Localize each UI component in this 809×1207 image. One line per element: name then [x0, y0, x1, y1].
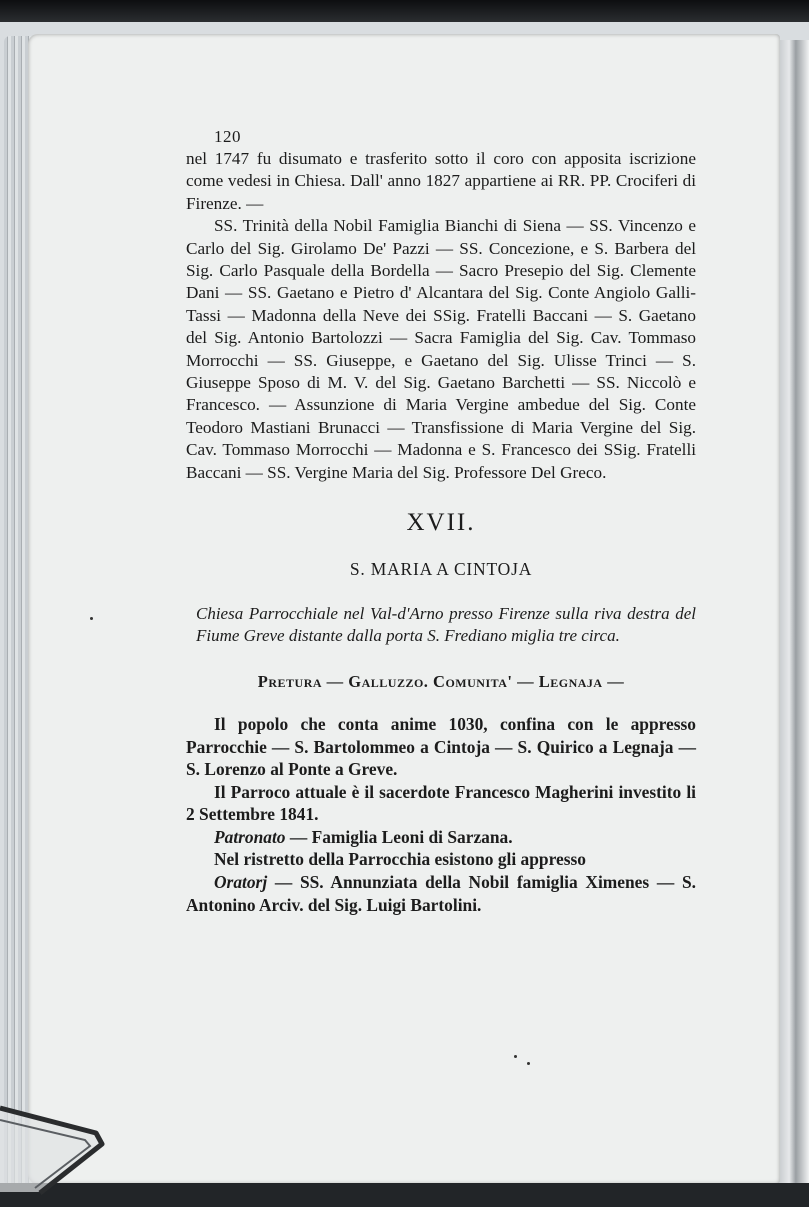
binder-clip-graphic [0, 1100, 110, 1195]
oratorj-label: Oratorj [214, 872, 268, 893]
section-number: XVII. [406, 509, 476, 537]
scanner-bottom [0, 1183, 809, 1207]
print-speck [527, 1062, 530, 1065]
page-text-block [186, 126, 696, 916]
paragraph-oratories-list: SS. Trinità della Nobil Famiglia Bianchi di Siena — SS. Vincenzo e Carlo del Sig. Girolamo De' Pazzi — SS. Concezione, e S. Barbera del Sig. Carlo Pasquale della Bordella — Sacro Presepio del Sig. Clemente Dani — SS. Gaetano e Pietro d' Alcantara del Sig. Conte Angiolo Galli-Tassi — Madonna della Neve dei SSig. Fratelli Baccani — S. Gaetano del Sig. Antonio Bartolozzi — Sacra Famiglia del Sig. Cav. Tommaso Morrocchi — SS. Giuseppe, e Gaetano del Sig. Ulisse Trinci — S. Giuseppe Sposo di M. V. del Sig. Gaetano Barchetti — SS. Niccolò e Francesco. — Assunzione di Maria Vergine ambedue del Sig. Conte Teodoro Mastiani Brunacci — Transfissione di Maria Vergine del Sig. Cav. Tommaso Morrocchi — Madonna e S. Francesco dei SSig. Fratelli Baccani — SS. Vergine Maria del Sig. Professore Del Greco. [186, 216, 696, 482]
section-subtitle: Chiesa Parrocchiale nel Val-d'Arno presso Firenze sulla riva destra del Fiume Greve distante dalla porta S. Frediano miglia tre circa. [196, 603, 696, 645]
book-right-edge [776, 40, 809, 1200]
print-speck [90, 617, 93, 620]
patronato-text: — Famiglia Leoni di Sarzana. [285, 826, 513, 847]
oratorj-text: — SS. Annunziata della Nobil famiglia Ximenes — S. Antonino Arciv. del Sig. Luigi Bartolini. [186, 872, 696, 915]
page-number: 120 [214, 127, 241, 146]
parish-description [186, 713, 696, 916]
paragraph-population: Il popolo che conta anime 1030, confina con le appresso Parrocchie — S. Bartolommeo a Cintoja — S. Quirico a Legnaja — S. Lorenzo al Ponte a Greve. [186, 713, 696, 780]
section-title: S. MARIA A CINTOJA [349, 559, 533, 580]
paragraph-parish-priest: Il Parroco attuale è il sacerdote Francesco Magherini investito li 2 Settembre 1841. [186, 781, 696, 825]
paragraph-oratorj [186, 871, 696, 916]
paragraph-continuation: nel 1747 fu disumato e trasferito sotto il coro con apposita iscrizione come vedesi in Chiesa. Dall' anno 1827 appartiene ai RR. PP. Crociferi di Firenze. — [186, 149, 696, 213]
paragraph-ristretto: Nel ristretto della Parrocchia esistono gli appresso [214, 849, 586, 870]
paragraph-patronato [186, 826, 696, 849]
scanner-backdrop [0, 0, 809, 22]
patronato-label: Patronato [214, 826, 286, 847]
print-speck [514, 1055, 517, 1058]
administrative-line: Pretura — Galluzzo. Comunita' — Legnaja — [257, 671, 625, 691]
